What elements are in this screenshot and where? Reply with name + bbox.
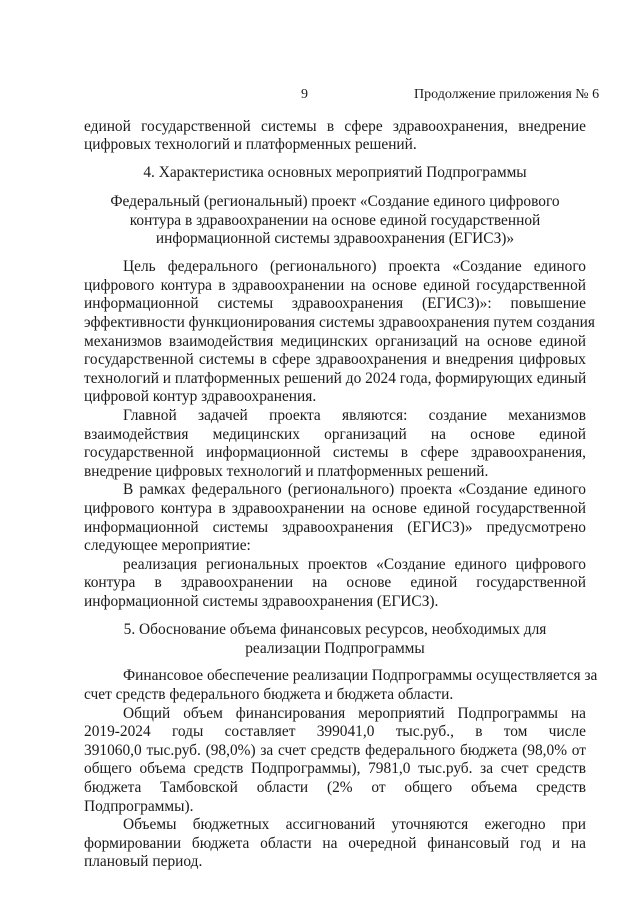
- body-line: цифрового контура в здравоохранении на основе единой государственной: [84, 277, 586, 294]
- body-line: бюджета Тамбовской области (2% от общего объема средств: [84, 779, 586, 796]
- appendix-continuation-label: Продолжение приложения № 6: [414, 87, 600, 102]
- paragraph-first-line: Объемы бюджетных ассигнований уточняются ежегодно при: [123, 816, 586, 833]
- body-line: контура в здравоохранении на основе единой государственной: [84, 574, 586, 591]
- section-heading-4: 4. Характеристика основных мероприятий Подпрограммы: [143, 164, 527, 181]
- paragraph-first-line: Общий объем финансирования мероприятий Подпрограммы на: [123, 705, 586, 722]
- paragraph-first-line: В рамках федерального (регионального) проекта «Создание единого: [123, 481, 586, 498]
- project-title-line: информационной системы здравоохранения (ЕГИСЗ)»: [155, 230, 515, 247]
- body-line: Подпрограммы).: [84, 798, 194, 815]
- paragraph-first-line: реализация региональных проектов «Создание единого цифрового: [123, 556, 586, 573]
- body-line: государственной информационной системы в сфере здравоохранения,: [84, 444, 586, 461]
- body-line: формировании бюджета области на очередной финансовый год и на: [84, 835, 586, 852]
- body-line: механизмов взаимодействия медицинских организаций на основе единой: [84, 333, 586, 350]
- project-title-line: Федеральный (региональный) проект «Создание единого цифрового: [110, 193, 560, 210]
- body-line: цифровых технологий и платформенных решений.: [84, 136, 417, 153]
- body-line: общего объема средств Подпрограммы), 7981,0 тыс.руб. за счет средств: [84, 760, 586, 777]
- body-line: плановый период.: [84, 853, 203, 870]
- body-line: информационной системы здравоохранения (ЕГИСЗ)»: повышение: [84, 295, 586, 312]
- body-line: следующее мероприятие:: [84, 537, 251, 554]
- body-line: 2019-2024 годы составляет 399041,0 тыс.руб., в том числе: [84, 723, 586, 740]
- body-line: цифровой контур здравоохранения.: [84, 388, 317, 405]
- body-line: счет средств федерального бюджета и бюджета области.: [84, 686, 454, 703]
- body-line: цифрового контура в здравоохранении на основе единой государственной: [84, 500, 586, 517]
- section-heading-5: 5. Обоснование объема финансовых ресурсов, необходимых для: [123, 621, 547, 638]
- body-line: внедрение цифровых технологий и платформенных решений.: [84, 463, 489, 480]
- paragraph-first-line: Главной задачей проекта являются: создание механизмов: [123, 407, 586, 424]
- page-number: 9: [301, 87, 308, 102]
- paragraph-first-line: Цель федерального (регионального) проекта «Создание единого: [123, 258, 586, 275]
- body-line: 391060,0 тыс.руб. (98,0%) за счет средств федерального бюджета (98,0% от: [84, 742, 586, 759]
- section-heading-5: реализации Подпрограммы: [245, 640, 425, 657]
- body-line: информационной системы здравоохранения (ЕГИСЗ).: [84, 593, 439, 610]
- body-line: эффективности функционирования системы здравоохранения путем создания: [84, 314, 596, 331]
- body-line: государственной системы в сфере здравоохранения и внедрения цифровых: [84, 351, 586, 368]
- paragraph-first-line: Финансовое обеспечение реализации Подпрограммы осуществляется за: [123, 667, 598, 684]
- body-line: взаимодействия медицинских организаций на основе единой: [84, 426, 586, 443]
- body-line: технологий и платформенных решений до 2024 года, формирующих единый: [84, 370, 587, 387]
- body-line: единой государственной системы в сфере здравоохранения, внедрение: [84, 118, 586, 135]
- project-title-line: контура в здравоохранении на основе единой государственной: [129, 212, 541, 229]
- body-line: информационной системы здравоохранения (ЕГИСЗ)» предусмотрено: [84, 519, 586, 536]
